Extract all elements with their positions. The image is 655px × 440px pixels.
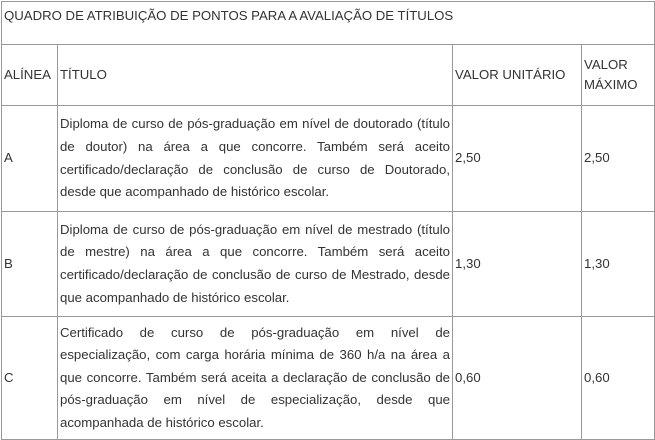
table-row	[2, 106, 655, 212]
cell-valor-unitario: 1,30	[453, 212, 582, 317]
cell-alinea: B	[2, 212, 58, 317]
cell-valor-unitario: 0,60	[453, 317, 582, 440]
cell-titulo: Diploma de curso de pós-graduação em nível de doutorado (título de doutor) na área a que concorre. Também será aceito certificado/declaração de conclusão de curso de Doutorado, desde que acompanhado de histórico escolar.	[58, 106, 453, 212]
cell-alinea: C	[2, 317, 58, 440]
cell-valor-unitario: 2,50	[453, 106, 582, 212]
cell-valor-maximo: 1,30	[582, 212, 655, 317]
cell-titulo: Diploma de curso de pós-graduação em nível de mestrado (título de mestre) na área a que concorre. Também será aceito certificado/declaração de conclusão de curso de Mestrado, desde que acompanhado de histórico escolar.	[58, 212, 453, 317]
points-table	[1, 1, 655, 440]
header-alinea: ALÍNEA	[2, 45, 58, 106]
table-caption: QUADRO DE ATRIBUIÇÃO DE PONTOS PARA A AVALIAÇÃO DE TÍTULOS	[2, 2, 655, 45]
cell-titulo: Certificado de curso de pós-graduação em nível de especialização, com carga horária mínima de 360 h/a na área a que concorre. Também será aceita a declaração de conclusão de pós-graduação em nível de especialização, desde que acompanhada de histórico escolar.	[58, 317, 453, 440]
header-row	[2, 45, 655, 106]
header-valor-maximo: VALOR MÁXIMO	[582, 45, 655, 106]
cell-valor-maximo: 2,50	[582, 106, 655, 212]
cell-alinea: A	[2, 106, 58, 212]
table-row	[2, 212, 655, 317]
header-titulo: TÍTULO	[58, 45, 453, 106]
cell-valor-maximo: 0,60	[582, 317, 655, 440]
table-caption-row	[2, 2, 655, 45]
table-row	[2, 317, 655, 440]
header-valor-unitario: VALOR UNITÁRIO	[453, 45, 582, 106]
